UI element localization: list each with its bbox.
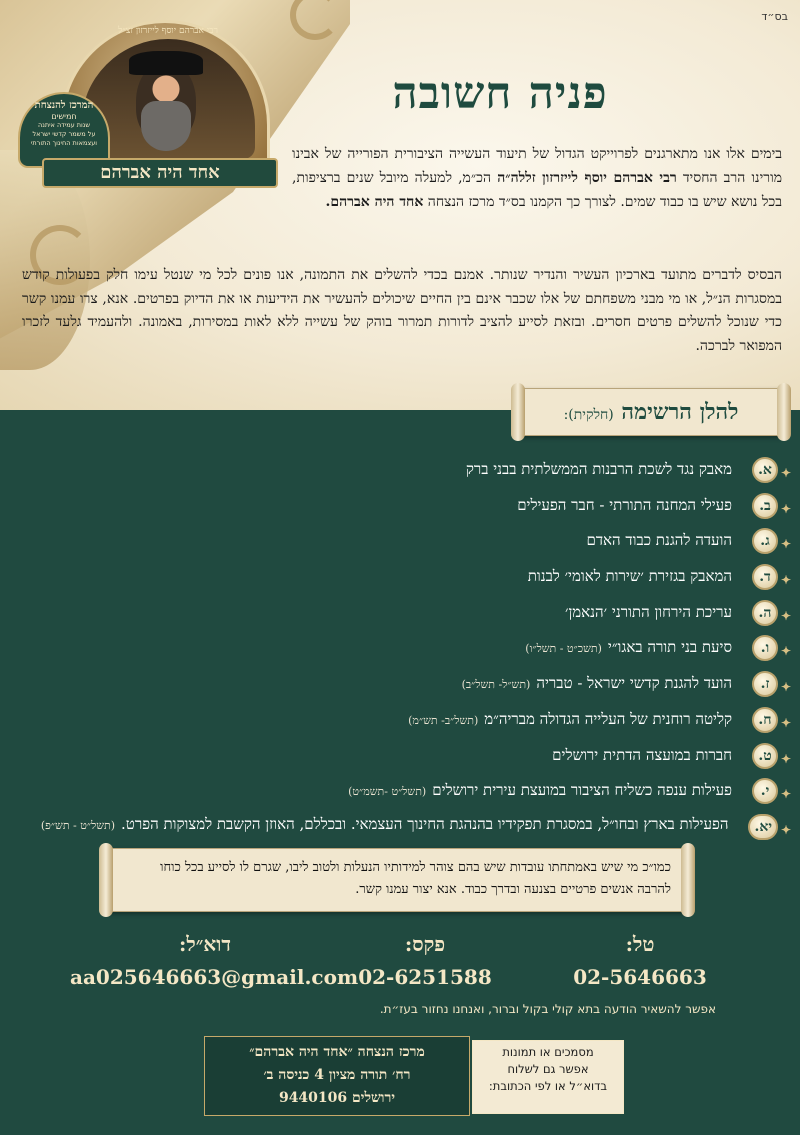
item-label: פעילות ענפה כשליח הציבור במועצת עירית ירושלים — [432, 781, 732, 800]
email-label: דוא״ל: — [179, 932, 231, 956]
email-address-link[interactable]: aa025646663@gmail.com — [70, 965, 359, 989]
list-item-text — [565, 598, 742, 626]
list-item — [18, 562, 778, 598]
page-title: פניה חשובה — [392, 68, 608, 119]
address-line: ירושלים 9440106 — [278, 1090, 396, 1106]
center-name: אחד היה אברהם. — [325, 194, 424, 210]
list-item-text — [466, 455, 742, 483]
list-heading-scroll — [520, 388, 782, 436]
list-bullet: ✦ ד. — [752, 564, 778, 590]
item-label: חברות במועצה הדתית ירושלים — [552, 745, 732, 764]
list-item-text — [517, 491, 742, 519]
list-heading-main: להלן הרשימה — [621, 399, 739, 425]
item-date: (תש״ל- תשל״ב) — [461, 678, 531, 692]
list-item-text — [552, 741, 742, 769]
item-date: (תשל״ט -תשמ״ט) — [348, 785, 427, 799]
phone-contact — [560, 932, 720, 989]
intro-text: בימים אלו אנו מתארגנים לפרוייקט הגדול של תיעוד העשייה הציבורית הפורייה של אבינו מורינו הרב החסיד — [292, 146, 783, 186]
list-bullet: ✦ יא. — [748, 814, 778, 840]
list-item — [18, 598, 778, 634]
list-bullet: ✦ ז. — [752, 671, 778, 697]
list-item — [18, 455, 778, 491]
fax-contact — [350, 932, 500, 989]
list-item — [18, 776, 778, 812]
list-bullet: ✦ ה. — [752, 600, 778, 626]
documents-note-box — [472, 1040, 624, 1114]
list-item-text — [528, 562, 742, 590]
badge-line: על משמר קדשי ישראל — [32, 130, 96, 138]
list-bullet: ✦ ג. — [752, 528, 778, 554]
item-date: (תשל״ט - תש״פ) — [40, 818, 116, 832]
medallion-ring-text: רבי אברהם יוסף לייזרזון זצ״ל — [118, 26, 218, 36]
anniversary-badge — [18, 92, 110, 168]
list-bullet: ✦ ח. — [752, 707, 778, 733]
list-item-text — [586, 526, 742, 554]
email-contact — [70, 932, 359, 989]
item-label: הפעילות בארץ ובחו״ל, במסגרת תפקידיו בהנהגת החינוך העצמאי. ובכללם, האוזן הקשבת למצוקות הפרט. — [121, 814, 729, 833]
list-bullet: ✦ ב. — [752, 493, 778, 519]
header-section — [0, 0, 800, 410]
item-label: קליטה רוחנית של העלייה הגדולה מבריה״מ — [484, 709, 732, 728]
address-line: רח׳ תורה מציון 4 כניסה ב׳ — [263, 1067, 411, 1083]
item-label: הועד להגנת קדשי ישראל - טבריה — [536, 674, 732, 693]
list-bullet: ✦ ט. — [752, 743, 778, 769]
list-item-text — [462, 669, 742, 699]
body-paragraph: הבסיס לדברים מתועד בארכיון העשיר והנדיר שנותר. אמנם בכדי להשלים את התמונה, אנו פונים לכל מי שנטל עימו חלק בפעולות קודש במסגרות הנ״ל, או מי מבני משפחתם של אלו שכבר אינם בין החיים שיכולים להעשיר את הידיעות או את הדיוק בפרטים. אנא, צרו עמנו קשר כדי שנוכל להשלים פרטים חסרים. ובזאת לסייע להציב לדורות תמרור בוהק של עשייה ללא לאות במסירות, באמונה. ולהעמיד גלעד לזכרו המפואר לברכה. — [22, 267, 782, 354]
intro-text: הכ״מ, למעלה מיובל שנים ברציפות, בכל נושא שיש בו כבוד שמים. לצורך כך הקמנו בס״ד מרכז הנצחה — [292, 170, 782, 210]
badge-subtitle: חמישים — [51, 112, 77, 121]
list-item — [18, 705, 778, 741]
list-item-text — [525, 633, 742, 663]
contact-request-text: כמו״כ מי שיש באמתחתו עובדות שיש בהם צוהר למידותיו הנעלות ולטוב ליבו, שגרם לו לסייע בכל כוחו להרבה אנשים פרטיים בצנעה ובדרך כבוד. אנא יצור עמנו קשר. — [160, 860, 671, 897]
item-date: (תשל״ב- תש״מ) — [408, 713, 479, 727]
item-label: פעילי המחנה התורתי - חבר הפעילים — [517, 495, 732, 514]
fax-number[interactable]: 02-6251588 — [358, 965, 492, 989]
list-item-text — [41, 812, 739, 838]
badge-line: ועצמאות החינוך התורתי — [30, 139, 98, 147]
item-label: מאבק נגד לשכת הרבנות הממשלתית בבני ברק — [465, 460, 732, 478]
badge-line: שנות עמידה איתנה — [37, 121, 91, 129]
address-line: מרכז הנצחה ״אחד היה אברהם״ — [249, 1044, 425, 1060]
item-label: סיעת בני תורה באגו״י — [607, 638, 732, 657]
list-item — [18, 491, 778, 527]
list-heading — [564, 399, 739, 425]
intro-paragraph — [292, 142, 782, 214]
list-bullet: ✦ ו. — [752, 635, 778, 661]
fax-label: פקס: — [404, 932, 446, 956]
list-item — [18, 633, 778, 669]
item-label: הועדה להגנת כבוד האדם — [586, 531, 732, 550]
list-item — [18, 526, 778, 562]
list-item — [18, 669, 778, 705]
address-box — [204, 1036, 470, 1116]
bsd-mark: בס״ד — [761, 10, 788, 23]
documents-note-line: אפשר גם לשלוח — [507, 1062, 589, 1076]
contact-request-scroll — [108, 848, 686, 912]
item-label: המאבק בגזירת ׳שירות לאומי׳ לבנות — [527, 567, 732, 586]
list-bullet: ✦ י. — [752, 778, 778, 804]
item-label: עריכת הירחון התורני ׳הנאמן׳ — [565, 602, 732, 621]
name-banner: אחד היה אברהם — [42, 158, 278, 188]
phone-number[interactable]: 02-5646663 — [573, 965, 707, 989]
item-date: (תשכ״ט - תשל״ו) — [525, 642, 602, 656]
list-bullet: ✦ א. — [752, 457, 778, 483]
portrait-beard — [141, 101, 191, 151]
badge-title: המרכז להנצחת — [34, 100, 94, 111]
list-item-text — [348, 776, 742, 806]
documents-note-line: מסמכים או תמונות — [502, 1045, 594, 1059]
list-item — [18, 741, 778, 777]
documents-note-line: בדוא״ל או לפי הכתובת: — [488, 1079, 608, 1093]
list-item-text — [408, 705, 742, 735]
honoree-name: רבי אברהם יוסף לייזרזון זללה״ה — [497, 170, 677, 186]
voicemail-note: אפשר להשאיר הודעה בתא קולי בקול וברור, ואנחנו נחזור בעז״ת. — [379, 1002, 716, 1016]
contact-details — [70, 932, 710, 992]
portrait-hat — [129, 51, 203, 75]
list-heading-small: (חלקית): — [563, 407, 614, 423]
phone-label: טל: — [625, 932, 655, 956]
activities-list — [18, 455, 778, 870]
